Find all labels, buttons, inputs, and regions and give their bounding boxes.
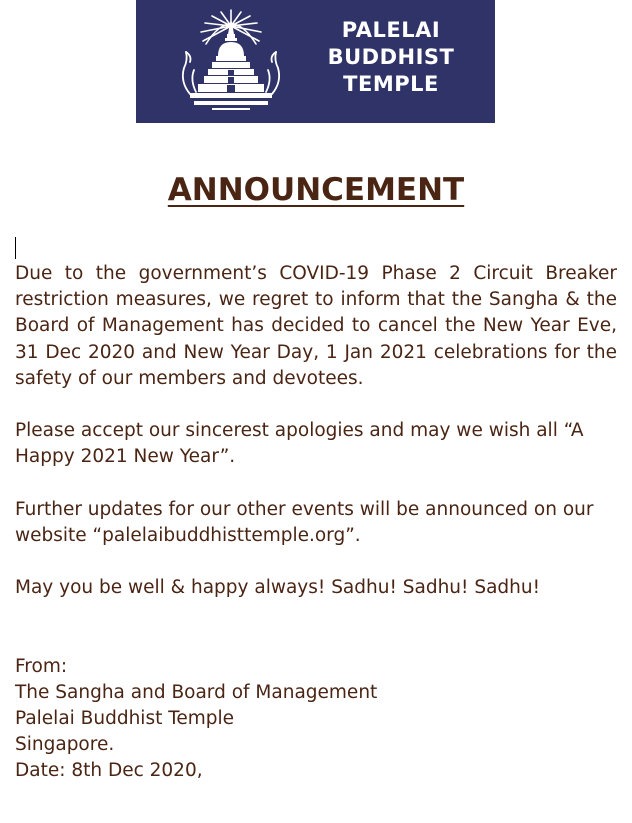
- announcement-title: ANNOUNCEMENT: [167, 172, 465, 208]
- logo-text-line: PALELAI: [341, 18, 441, 42]
- signature-from-label: From:: [15, 655, 68, 677]
- logo-text-line: TEMPLE: [343, 72, 439, 96]
- signature-block: [15, 654, 617, 785]
- paragraph-blessing: May you be well & happy always! Sadhu! Sadhu! Sadhu!: [15, 577, 541, 599]
- signature-temple-name: Palelai Buddhist Temple: [15, 708, 235, 729]
- paragraph-cancellation-notice: Due to the government’s COVID-19 Phase 2 Circuit Breaker restriction measures, we regret to inform that the Sangha & the Board of Management has decided to cancel the New Year Eve, 31 Dec 2020 and New Year Day, 1 Jan 2021 celebrations for the safety of our members and devotees.: [15, 263, 617, 389]
- paragraph-updates: Further updates for our other events will be announced on our website “palelaibuddhisttemple.org”.: [15, 498, 594, 546]
- temple-stupa-emblem-icon: [176, 4, 286, 118]
- signature-location: Singapore.: [15, 734, 115, 756]
- signature-organization: The Sangha and Board of Management: [15, 681, 378, 703]
- temple-name-logo-text: [306, 17, 476, 98]
- temple-logo-banner: [136, 0, 495, 123]
- announcement-body[interactable]: [15, 261, 617, 785]
- signature-date: Date: 8th Dec 2020,: [15, 760, 203, 782]
- paragraph-apology: Please accept our sincerest apologies and may we wish all “A Happy 2021 New Year”.: [15, 420, 584, 468]
- text-cursor: [15, 237, 16, 259]
- logo-text-line: BUDDHIST: [327, 45, 455, 69]
